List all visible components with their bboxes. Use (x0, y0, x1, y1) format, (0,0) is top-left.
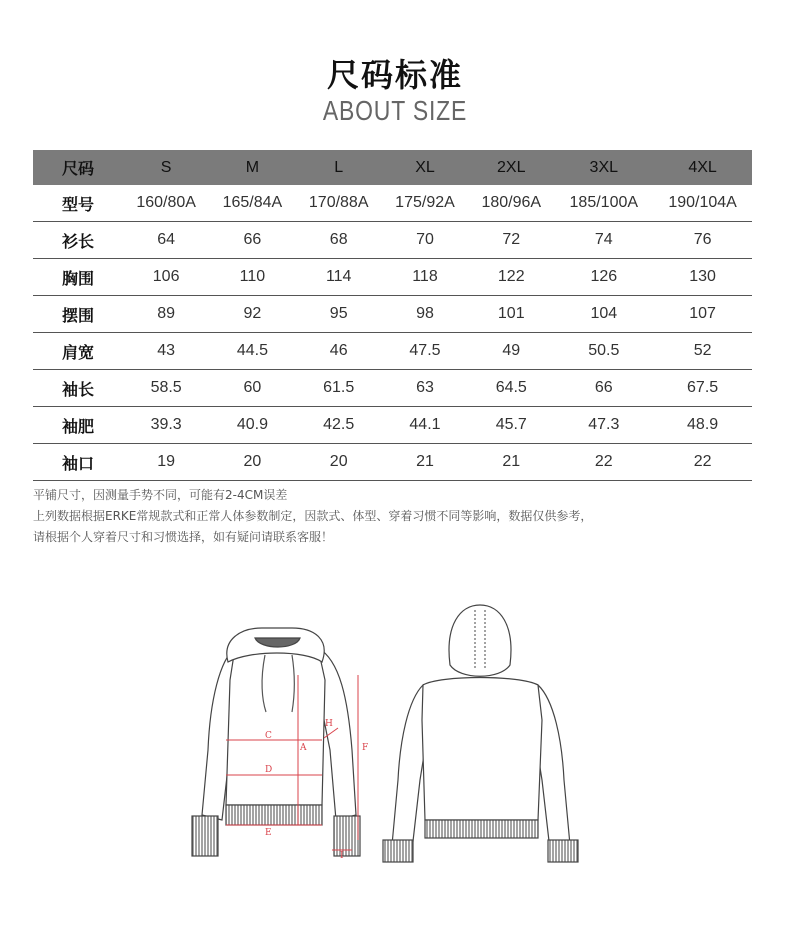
table-cell: 180/96A (468, 185, 554, 222)
label-a: A (300, 743, 307, 753)
table-cell: 43 (123, 333, 209, 370)
table-cell: 72 (468, 222, 554, 259)
table-cell: 185/100A (554, 185, 653, 222)
table-cell: 42.5 (296, 407, 382, 444)
row-label: 肩宽 (33, 333, 123, 370)
table-row (33, 407, 752, 444)
row-label: 衫长 (33, 222, 123, 259)
row-label: 胸围 (33, 259, 123, 296)
table-cell: 74 (554, 222, 653, 259)
table-row (33, 222, 752, 259)
table-cell: 68 (296, 222, 382, 259)
measurement-diagram (180, 600, 600, 880)
table-row (33, 185, 752, 222)
table-cell: 95 (296, 296, 382, 333)
table-cell: 40.9 (209, 407, 295, 444)
table-cell: 104 (554, 296, 653, 333)
table-cell: 165/84A (209, 185, 295, 222)
label-e: E (265, 828, 272, 838)
table-row (33, 444, 752, 481)
size-notes (33, 485, 592, 548)
column-header: XL (382, 150, 468, 185)
table-cell: 20 (209, 444, 295, 481)
table-header-row (33, 150, 752, 185)
table-cell: 48.9 (653, 407, 752, 444)
table-cell: 21 (468, 444, 554, 481)
row-label: 袖肥 (33, 407, 123, 444)
table-cell: 175/92A (382, 185, 468, 222)
table-cell: 89 (123, 296, 209, 333)
label-d: D (265, 765, 273, 775)
label-c: C (265, 731, 272, 741)
column-header: 4XL (653, 150, 752, 185)
table-row (33, 333, 752, 370)
table-cell: 47.3 (554, 407, 653, 444)
table-cell: 70 (382, 222, 468, 259)
table-cell: 66 (554, 370, 653, 407)
column-header: 2XL (468, 150, 554, 185)
label-i: I (340, 851, 344, 861)
column-header: 尺码 (33, 150, 123, 185)
table-cell: 66 (209, 222, 295, 259)
table-cell: 64.5 (468, 370, 554, 407)
table-cell: 60 (209, 370, 295, 407)
table-cell: 45.7 (468, 407, 554, 444)
hoodie-front (192, 628, 360, 856)
table-cell: 190/104A (653, 185, 752, 222)
table-cell: 44.5 (209, 333, 295, 370)
table-cell: 63 (382, 370, 468, 407)
table-cell: 106 (123, 259, 209, 296)
column-header: L (296, 150, 382, 185)
column-header: S (123, 150, 209, 185)
table-cell: 118 (382, 259, 468, 296)
table-cell: 44.1 (382, 407, 468, 444)
table-cell: 114 (296, 259, 382, 296)
table-cell: 76 (653, 222, 752, 259)
table-row (33, 259, 752, 296)
table-cell: 101 (468, 296, 554, 333)
table-cell: 67.5 (653, 370, 752, 407)
table-cell: 160/80A (123, 185, 209, 222)
table-cell: 19 (123, 444, 209, 481)
page-subtitle: ABOUT SIZE (322, 95, 468, 126)
table-cell: 21 (382, 444, 468, 481)
table-cell: 22 (653, 444, 752, 481)
table-cell: 110 (209, 259, 295, 296)
table-cell: 47.5 (382, 333, 468, 370)
note-line: 上列数据根据ERKE常规款式和正常人体参数制定，因款式、体型、穿着习惯不同等影响，数据仅供参考， (33, 509, 593, 523)
label-h: H (325, 719, 333, 729)
row-label: 摆围 (33, 296, 123, 333)
table-cell: 92 (209, 296, 295, 333)
column-header: 3XL (554, 150, 653, 185)
table-cell: 49 (468, 333, 554, 370)
table-row (33, 296, 752, 333)
table-cell: 22 (554, 444, 653, 481)
page-title: 尺码标准 (326, 56, 463, 94)
note-line: 平铺尺寸，因测量手势不同，可能有2-4CM误差 (33, 488, 288, 502)
table-cell: 64 (123, 222, 209, 259)
table-cell: 52 (653, 333, 752, 370)
table-cell: 58.5 (123, 370, 209, 407)
table-cell: 39.3 (123, 407, 209, 444)
column-header: M (209, 150, 295, 185)
table-cell: 126 (554, 259, 653, 296)
table-cell: 98 (382, 296, 468, 333)
table-cell: 170/88A (296, 185, 382, 222)
row-label: 袖口 (33, 444, 123, 481)
note-line: 请根据个人穿着尺寸和习惯选择，如有疑问请联系客服！ (33, 530, 334, 544)
table-cell: 46 (296, 333, 382, 370)
table-cell: 50.5 (554, 333, 653, 370)
row-label: 袖长 (33, 370, 123, 407)
table-cell: 130 (653, 259, 752, 296)
table-row (33, 370, 752, 407)
hoodie-back (383, 605, 578, 862)
table-cell: 20 (296, 444, 382, 481)
table-cell: 122 (468, 259, 554, 296)
size-table (33, 150, 752, 481)
row-label: 型号 (33, 185, 123, 222)
label-f: F (362, 743, 369, 753)
table-cell: 107 (653, 296, 752, 333)
table-cell: 61.5 (296, 370, 382, 407)
